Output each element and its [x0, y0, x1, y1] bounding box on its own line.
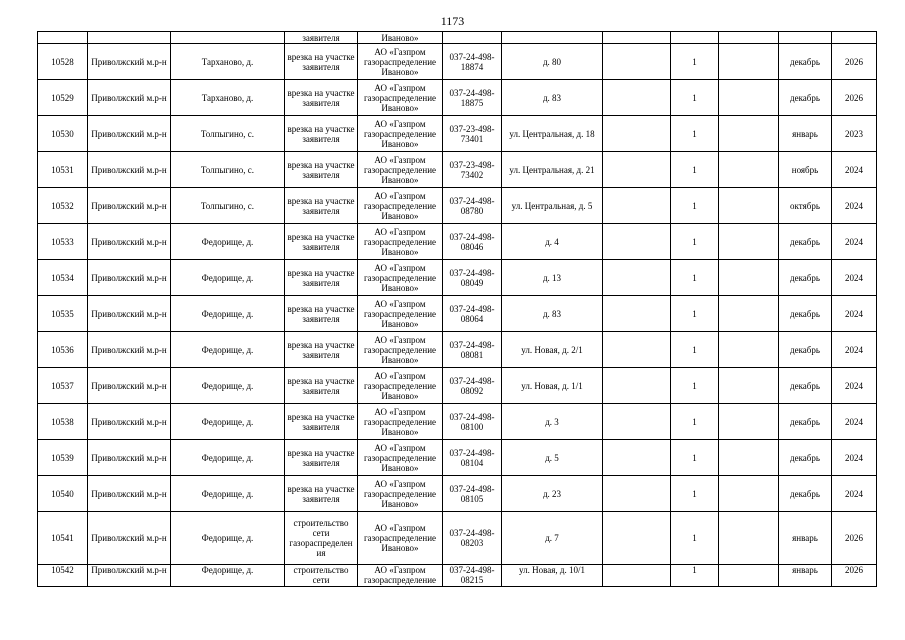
cell-district: Приволжский м.р-н: [88, 296, 171, 332]
cell-year: 2024: [832, 152, 877, 188]
cell-method: врезка на участке заявителя: [285, 260, 358, 296]
cell-empty: [719, 116, 779, 152]
cell-num: 10537: [38, 368, 88, 404]
cell-month: январь: [779, 512, 832, 565]
cell-address: ул. Центральная, д. 5: [502, 188, 603, 224]
cell-month: январь: [779, 116, 832, 152]
cell-code: 037-24-498-08780: [443, 188, 502, 224]
cell-num: 10536: [38, 332, 88, 368]
cell-year: 2024: [832, 476, 877, 512]
cell-method: заявителя: [285, 32, 358, 44]
cell-empty: [603, 188, 671, 224]
cell-year: 2023: [832, 116, 877, 152]
cell-address: д. 4: [502, 224, 603, 260]
cell-method: врезка на участке заявителя: [285, 188, 358, 224]
cell-code: 037-24-498-18874: [443, 44, 502, 80]
cell-district: Приволжский м.р-н: [88, 332, 171, 368]
cell-count: 1: [671, 565, 719, 587]
cell-locality: Тарханово, д.: [171, 80, 285, 116]
cell-method: врезка на участке заявителя: [285, 368, 358, 404]
cell-org: АО «Газпром газораспределение Иваново»: [358, 116, 443, 152]
cell-year: 2024: [832, 404, 877, 440]
cell-district: Приволжский м.р-н: [88, 565, 171, 587]
cell-code: 037-23-498-73401: [443, 116, 502, 152]
cell-year: 2026: [832, 512, 877, 565]
cell-district: Приволжский м.р-н: [88, 512, 171, 565]
cell-empty: [603, 296, 671, 332]
cell-code: 037-24-498-08081: [443, 332, 502, 368]
cell-code: [443, 32, 502, 44]
table-row: [38, 476, 877, 512]
cell-month: декабрь: [779, 368, 832, 404]
cell-num: 10530: [38, 116, 88, 152]
cell-locality: Федорище, д.: [171, 296, 285, 332]
cell-empty: [603, 368, 671, 404]
cell-method: врезка на участке заявителя: [285, 152, 358, 188]
cell-num: 10529: [38, 80, 88, 116]
cell-count: 1: [671, 260, 719, 296]
cell-empty: [719, 476, 779, 512]
cell-org: АО «Газпром газораспределение Иваново»: [358, 476, 443, 512]
cell-empty: [719, 296, 779, 332]
cell-code: 037-24-498-08104: [443, 440, 502, 476]
cell-org: АО «Газпром газораспределение Иваново»: [358, 440, 443, 476]
cell-empty: [603, 116, 671, 152]
cell-org: АО «Газпром газораспределение: [358, 565, 443, 587]
cell-district: Приволжский м.р-н: [88, 368, 171, 404]
cell-code: 037-24-498-08046: [443, 224, 502, 260]
cell-address: д. 13: [502, 260, 603, 296]
cell-org: АО «Газпром газораспределение Иваново»: [358, 296, 443, 332]
cell-year: 2024: [832, 440, 877, 476]
cell-method: врезка на участке заявителя: [285, 440, 358, 476]
cell-address: д. 83: [502, 296, 603, 332]
cell-address: д. 80: [502, 44, 603, 80]
cell-address: д. 23: [502, 476, 603, 512]
cell-num: 10541: [38, 512, 88, 565]
cell-code: 037-24-498-08064: [443, 296, 502, 332]
cell-empty: [603, 224, 671, 260]
cell-empty: [603, 440, 671, 476]
table-row: [38, 80, 877, 116]
cell-address: ул. Центральная, д. 21: [502, 152, 603, 188]
cell-count: 1: [671, 296, 719, 332]
cell-month: декабрь: [779, 404, 832, 440]
cell-method: врезка на участке заявителя: [285, 476, 358, 512]
cell-empty: [719, 404, 779, 440]
cell-locality: Федорище, д.: [171, 260, 285, 296]
cell-empty: [719, 565, 779, 587]
cell-num: 10534: [38, 260, 88, 296]
cell-org: АО «Газпром газораспределение Иваново»: [358, 188, 443, 224]
cell-code: 037-24-498-08105: [443, 476, 502, 512]
cell-num: 10542: [38, 565, 88, 587]
cell-year: 2024: [832, 332, 877, 368]
cell-empty: [719, 512, 779, 565]
cell-org: АО «Газпром газораспределение Иваново»: [358, 260, 443, 296]
cell-month: декабрь: [779, 440, 832, 476]
cell-address: д. 83: [502, 80, 603, 116]
cell-org: АО «Газпром газораспределение Иваново»: [358, 368, 443, 404]
gasification-table: [37, 31, 877, 587]
cell-year: [832, 32, 877, 44]
cell-num: 10539: [38, 440, 88, 476]
cell-org: АО «Газпром газораспределение Иваново»: [358, 332, 443, 368]
cell-locality: Федорище, д.: [171, 224, 285, 260]
cell-code: 037-23-498-73402: [443, 152, 502, 188]
cell-district: Приволжский м.р-н: [88, 224, 171, 260]
cell-method: врезка на участке заявителя: [285, 44, 358, 80]
table-row-continued: [38, 32, 877, 44]
cell-empty: [603, 512, 671, 565]
cell-method: врезка на участке заявителя: [285, 404, 358, 440]
table-row: [38, 332, 877, 368]
cell-empty: [719, 32, 779, 44]
cell-empty: [603, 152, 671, 188]
cell-empty: [719, 80, 779, 116]
cell-num: [38, 32, 88, 44]
cell-count: 1: [671, 116, 719, 152]
cell-district: Приволжский м.р-н: [88, 44, 171, 80]
page-number: 1173: [440, 14, 465, 28]
cell-count: 1: [671, 476, 719, 512]
cell-district: Приволжский м.р-н: [88, 404, 171, 440]
cell-month: декабрь: [779, 44, 832, 80]
cell-count: 1: [671, 224, 719, 260]
table-row: [38, 152, 877, 188]
cell-empty: [603, 32, 671, 44]
cell-year: 2026: [832, 80, 877, 116]
cell-org: Иваново»: [358, 32, 443, 44]
cell-count: 1: [671, 44, 719, 80]
cell-count: 1: [671, 80, 719, 116]
cell-locality: Тарханово, д.: [171, 44, 285, 80]
cell-district: Приволжский м.р-н: [88, 152, 171, 188]
cell-empty: [603, 260, 671, 296]
table-row: [38, 116, 877, 152]
cell-org: АО «Газпром газораспределение Иваново»: [358, 80, 443, 116]
cell-count: 1: [671, 152, 719, 188]
cell-method: строительство сети газораспределения: [285, 512, 358, 565]
cell-method: врезка на участке заявителя: [285, 80, 358, 116]
cell-org: АО «Газпром газораспределение Иваново»: [358, 404, 443, 440]
cell-month: декабрь: [779, 476, 832, 512]
cell-method: врезка на участке заявителя: [285, 332, 358, 368]
table-row: [38, 44, 877, 80]
cell-locality: [171, 32, 285, 44]
cell-address: ул. Новая, д. 1/1: [502, 368, 603, 404]
cell-num: 10532: [38, 188, 88, 224]
cell-org: АО «Газпром газораспределение Иваново»: [358, 512, 443, 565]
cell-locality: Федорище, д.: [171, 565, 285, 587]
cell-count: 1: [671, 440, 719, 476]
cell-num: 10533: [38, 224, 88, 260]
table-row: [38, 188, 877, 224]
cell-empty: [719, 44, 779, 80]
cell-address: д. 5: [502, 440, 603, 476]
cell-empty: [719, 440, 779, 476]
table-row: [38, 565, 877, 587]
cell-empty: [719, 152, 779, 188]
cell-num: 10528: [38, 44, 88, 80]
cell-empty: [603, 565, 671, 587]
table-row: [38, 296, 877, 332]
cell-year: 2024: [832, 260, 877, 296]
cell-locality: Толпыгино, с.: [171, 152, 285, 188]
cell-num: 10531: [38, 152, 88, 188]
cell-method: врезка на участке заявителя: [285, 116, 358, 152]
table-row: [38, 368, 877, 404]
cell-code: 037-24-498-08203: [443, 512, 502, 565]
cell-locality: Федорище, д.: [171, 440, 285, 476]
cell-district: [88, 32, 171, 44]
cell-empty: [719, 368, 779, 404]
cell-month: ноябрь: [779, 152, 832, 188]
cell-month: декабрь: [779, 260, 832, 296]
cell-locality: Толпыгино, с.: [171, 116, 285, 152]
cell-empty: [719, 260, 779, 296]
cell-month: октябрь: [779, 188, 832, 224]
cell-code: 037-24-498-08100: [443, 404, 502, 440]
table-row: [38, 260, 877, 296]
cell-district: Приволжский м.р-н: [88, 440, 171, 476]
cell-count: 1: [671, 188, 719, 224]
cell-locality: Федорище, д.: [171, 476, 285, 512]
cell-year: 2024: [832, 224, 877, 260]
cell-month: декабрь: [779, 332, 832, 368]
cell-org: АО «Газпром газораспределение Иваново»: [358, 152, 443, 188]
cell-address: д. 3: [502, 404, 603, 440]
cell-empty: [719, 332, 779, 368]
cell-org: АО «Газпром газораспределение Иваново»: [358, 44, 443, 80]
cell-empty: [719, 188, 779, 224]
cell-locality: Федорище, д.: [171, 332, 285, 368]
cell-count: 1: [671, 404, 719, 440]
cell-num: 10540: [38, 476, 88, 512]
cell-count: [671, 32, 719, 44]
cell-year: 2024: [832, 296, 877, 332]
cell-code: 037-24-498-08092: [443, 368, 502, 404]
cell-address: [502, 32, 603, 44]
cell-district: Приволжский м.р-н: [88, 476, 171, 512]
cell-district: Приволжский м.р-н: [88, 116, 171, 152]
cell-empty: [603, 404, 671, 440]
cell-count: 1: [671, 368, 719, 404]
cell-year: 2026: [832, 565, 877, 587]
cell-year: 2024: [832, 188, 877, 224]
cell-address: ул. Новая, д. 2/1: [502, 332, 603, 368]
cell-month: январь: [779, 565, 832, 587]
cell-code: 037-24-498-18875: [443, 80, 502, 116]
cell-address: д. 7: [502, 512, 603, 565]
cell-month: декабрь: [779, 224, 832, 260]
cell-address: ул. Новая, д. 10/1: [502, 565, 603, 587]
cell-code: 037-24-498-08049: [443, 260, 502, 296]
cell-locality: Федорище, д.: [171, 368, 285, 404]
cell-code: 037-24-498-08215: [443, 565, 502, 587]
table-row: [38, 440, 877, 476]
cell-count: 1: [671, 332, 719, 368]
table-row: [38, 224, 877, 260]
cell-district: Приволжский м.р-н: [88, 188, 171, 224]
cell-num: 10538: [38, 404, 88, 440]
table-row: [38, 404, 877, 440]
cell-year: 2026: [832, 44, 877, 80]
cell-district: Приволжский м.р-н: [88, 80, 171, 116]
cell-method: врезка на участке заявителя: [285, 296, 358, 332]
cell-month: [779, 32, 832, 44]
cell-address: ул. Центральная, д. 18: [502, 116, 603, 152]
cell-method: врезка на участке заявителя: [285, 224, 358, 260]
cell-empty: [603, 80, 671, 116]
cell-count: 1: [671, 512, 719, 565]
cell-locality: Толпыгино, с.: [171, 188, 285, 224]
cell-empty: [603, 44, 671, 80]
cell-org: АО «Газпром газораспределение Иваново»: [358, 224, 443, 260]
cell-district: Приволжский м.р-н: [88, 260, 171, 296]
cell-month: декабрь: [779, 80, 832, 116]
cell-empty: [719, 224, 779, 260]
cell-empty: [603, 332, 671, 368]
cell-empty: [603, 476, 671, 512]
cell-locality: Федорище, д.: [171, 404, 285, 440]
cell-method: строительство сети: [285, 565, 358, 587]
cell-locality: Федорище, д.: [171, 512, 285, 565]
cell-num: 10535: [38, 296, 88, 332]
cell-year: 2024: [832, 368, 877, 404]
cell-month: декабрь: [779, 296, 832, 332]
table-row: [38, 512, 877, 565]
